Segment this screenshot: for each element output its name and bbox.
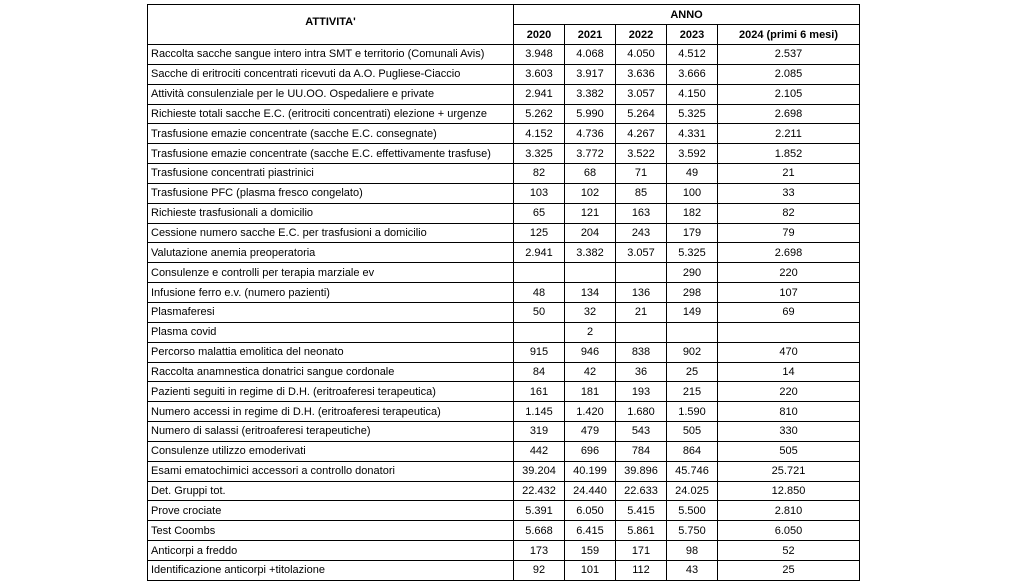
activity-label: Raccolta anamnestica donatrici sangue cordonale (148, 362, 514, 382)
value-cell: 193 (616, 382, 667, 402)
activity-label: Esami ematochimici accessori a controllo donatori (148, 461, 514, 481)
activity-label: Trasfusione emazie concentrate (sacche E.C. consegnate) (148, 124, 514, 144)
value-cell: 1.145 (514, 402, 565, 422)
table-row (148, 402, 860, 422)
value-cell: 171 (616, 541, 667, 561)
value-cell: 3.382 (565, 243, 616, 263)
value-cell: 149 (667, 302, 718, 322)
table-row (148, 144, 860, 164)
value-cell: 69 (718, 302, 860, 322)
value-cell (514, 263, 565, 283)
table-row (148, 164, 860, 184)
value-cell: 5.325 (667, 243, 718, 263)
value-cell: 442 (514, 441, 565, 461)
value-cell: 102 (565, 183, 616, 203)
activity-label: Infusione ferro e.v. (numero pazienti) (148, 283, 514, 303)
activity-label: Richieste trasfusionali a domicilio (148, 203, 514, 223)
activity-label: Richieste totali sacche E.C. (eritrociti concentrati) elezione + urgenze (148, 104, 514, 124)
activity-label: Sacche di eritrociti concentrati ricevuti da A.O. Pugliese-Ciaccio (148, 64, 514, 84)
table-row (148, 422, 860, 442)
value-cell: 4.068 (565, 45, 616, 65)
value-cell (616, 263, 667, 283)
value-cell: 22.633 (616, 481, 667, 501)
value-cell: 1.590 (667, 402, 718, 422)
value-cell: 14 (718, 362, 860, 382)
value-cell: 82 (514, 164, 565, 184)
value-cell: 182 (667, 203, 718, 223)
value-cell: 21 (718, 164, 860, 184)
value-cell: 2.698 (718, 243, 860, 263)
value-cell: 84 (514, 362, 565, 382)
value-cell: 4.736 (565, 124, 616, 144)
activity-table (147, 4, 860, 581)
value-cell: 48 (514, 283, 565, 303)
value-cell: 25.721 (718, 461, 860, 481)
value-cell: 5.500 (667, 501, 718, 521)
value-cell: 2.105 (718, 84, 860, 104)
table-row (148, 302, 860, 322)
value-cell: 3.325 (514, 144, 565, 164)
activity-label: Anticorpi a freddo (148, 541, 514, 561)
value-cell: 181 (565, 382, 616, 402)
value-cell: 3.603 (514, 64, 565, 84)
value-cell: 68 (565, 164, 616, 184)
value-cell: 2.698 (718, 104, 860, 124)
table-row (148, 45, 860, 65)
value-cell: 220 (718, 382, 860, 402)
year-header: 2023 (667, 25, 718, 45)
value-cell: 946 (565, 342, 616, 362)
activity-label: Cessione numero sacche E.C. per trasfusioni a domicilio (148, 223, 514, 243)
header-row-top (148, 5, 860, 25)
activity-label: Pazienti seguiti in regime di D.H. (eritroaferesi terapeutica) (148, 382, 514, 402)
value-cell: 505 (718, 441, 860, 461)
value-cell: 71 (616, 164, 667, 184)
value-cell: 134 (565, 283, 616, 303)
value-cell: 65 (514, 203, 565, 223)
activity-label: Test Coombs (148, 521, 514, 541)
table-body (148, 45, 860, 581)
value-cell: 5.668 (514, 521, 565, 541)
value-cell: 505 (667, 422, 718, 442)
year-header: 2024 (primi 6 mesi) (718, 25, 860, 45)
value-cell: 163 (616, 203, 667, 223)
value-cell: 810 (718, 402, 860, 422)
activity-label: Numero accessi in regime di D.H. (eritroaferesi terapeutica) (148, 402, 514, 422)
value-cell: 4.152 (514, 124, 565, 144)
table-row (148, 461, 860, 481)
value-cell: 3.636 (616, 64, 667, 84)
value-cell: 98 (667, 541, 718, 561)
value-cell: 12.850 (718, 481, 860, 501)
value-cell: 2.537 (718, 45, 860, 65)
activity-label: Det. Gruppi tot. (148, 481, 514, 501)
value-cell: 2.810 (718, 501, 860, 521)
value-cell: 21 (616, 302, 667, 322)
value-cell: 125 (514, 223, 565, 243)
value-cell: 1.680 (616, 402, 667, 422)
value-cell: 5.415 (616, 501, 667, 521)
value-cell: 215 (667, 382, 718, 402)
value-cell: 2.085 (718, 64, 860, 84)
value-cell: 3.772 (565, 144, 616, 164)
value-cell: 3.948 (514, 45, 565, 65)
activity-label: Trasfusione concentrati piastrinici (148, 164, 514, 184)
table-row (148, 382, 860, 402)
value-cell (514, 322, 565, 342)
value-cell: 40.199 (565, 461, 616, 481)
activity-label: Identificazione anticorpi +titolazione (148, 560, 514, 580)
activity-label: Valutazione anemia preoperatoria (148, 243, 514, 263)
value-cell: 915 (514, 342, 565, 362)
value-cell: 3.592 (667, 144, 718, 164)
year-header: 2020 (514, 25, 565, 45)
activity-label: Plasma covid (148, 322, 514, 342)
value-cell: 121 (565, 203, 616, 223)
value-cell: 50 (514, 302, 565, 322)
table-row (148, 64, 860, 84)
value-cell: 3.917 (565, 64, 616, 84)
activity-label: Percorso malattia emolitica del neonato (148, 342, 514, 362)
value-cell: 24.440 (565, 481, 616, 501)
table-row (148, 283, 860, 303)
value-cell: 5.325 (667, 104, 718, 124)
value-cell (667, 322, 718, 342)
value-cell: 25 (718, 560, 860, 580)
value-cell: 4.267 (616, 124, 667, 144)
value-cell: 79 (718, 223, 860, 243)
value-cell: 101 (565, 560, 616, 580)
value-cell: 49 (667, 164, 718, 184)
activity-label: Prove crociate (148, 501, 514, 521)
value-cell: 2.211 (718, 124, 860, 144)
activity-label: Attività consulenziale per le UU.OO. Ospedaliere e private (148, 84, 514, 104)
value-cell: 220 (718, 263, 860, 283)
value-cell: 6.050 (565, 501, 616, 521)
table-row (148, 541, 860, 561)
value-cell (718, 322, 860, 342)
value-cell: 838 (616, 342, 667, 362)
value-cell: 39.896 (616, 461, 667, 481)
value-cell: 4.512 (667, 45, 718, 65)
value-cell: 5.391 (514, 501, 565, 521)
activity-label: Plasmaferesi (148, 302, 514, 322)
value-cell: 543 (616, 422, 667, 442)
table-row (148, 183, 860, 203)
value-cell: 45.746 (667, 461, 718, 481)
value-cell: 5.262 (514, 104, 565, 124)
value-cell: 3.666 (667, 64, 718, 84)
table-row (148, 362, 860, 382)
table-row (148, 223, 860, 243)
value-cell: 298 (667, 283, 718, 303)
value-cell: 100 (667, 183, 718, 203)
value-cell: 52 (718, 541, 860, 561)
year-header: 2022 (616, 25, 667, 45)
table-row (148, 481, 860, 501)
value-cell: 784 (616, 441, 667, 461)
table-row (148, 521, 860, 541)
value-cell: 290 (667, 263, 718, 283)
table-row (148, 263, 860, 283)
year-group-header: ANNO (514, 5, 860, 25)
table-row (148, 124, 860, 144)
value-cell: 696 (565, 441, 616, 461)
table-row (148, 104, 860, 124)
value-cell: 85 (616, 183, 667, 203)
value-cell: 112 (616, 560, 667, 580)
table-row (148, 501, 860, 521)
value-cell: 159 (565, 541, 616, 561)
table-row (148, 203, 860, 223)
value-cell: 43 (667, 560, 718, 580)
activity-column-header: ATTIVITA' (148, 5, 514, 45)
value-cell: 5.990 (565, 104, 616, 124)
value-cell: 3.382 (565, 84, 616, 104)
value-cell (616, 322, 667, 342)
activity-label: Consulenze utilizzo emoderivati (148, 441, 514, 461)
activity-label: Raccolta sacche sangue intero intra SMT e territorio (Comunali Avis) (148, 45, 514, 65)
value-cell: 42 (565, 362, 616, 382)
year-header: 2021 (565, 25, 616, 45)
value-cell: 103 (514, 183, 565, 203)
value-cell: 39.204 (514, 461, 565, 481)
value-cell: 479 (565, 422, 616, 442)
activity-label: Trasfusione PFC (plasma fresco congelato) (148, 183, 514, 203)
value-cell: 243 (616, 223, 667, 243)
value-cell: 36 (616, 362, 667, 382)
value-cell: 2.941 (514, 243, 565, 263)
value-cell: 179 (667, 223, 718, 243)
value-cell: 92 (514, 560, 565, 580)
value-cell: 5.264 (616, 104, 667, 124)
activity-label: Trasfusione emazie concentrate (sacche E.C. effettivamente trasfuse) (148, 144, 514, 164)
value-cell: 4.050 (616, 45, 667, 65)
activity-label: Consulenze e controlli per terapia marziale ev (148, 263, 514, 283)
table-row (148, 322, 860, 342)
table-row (148, 441, 860, 461)
value-cell: 25 (667, 362, 718, 382)
value-cell: 2 (565, 322, 616, 342)
value-cell: 33 (718, 183, 860, 203)
table-row (148, 560, 860, 580)
value-cell: 204 (565, 223, 616, 243)
value-cell: 319 (514, 422, 565, 442)
value-cell: 330 (718, 422, 860, 442)
value-cell: 1.852 (718, 144, 860, 164)
table-row (148, 84, 860, 104)
value-cell: 136 (616, 283, 667, 303)
value-cell: 1.420 (565, 402, 616, 422)
value-cell: 173 (514, 541, 565, 561)
value-cell: 470 (718, 342, 860, 362)
value-cell: 24.025 (667, 481, 718, 501)
value-cell: 5.750 (667, 521, 718, 541)
value-cell: 4.150 (667, 84, 718, 104)
value-cell: 161 (514, 382, 565, 402)
table-row (148, 243, 860, 263)
value-cell: 4.331 (667, 124, 718, 144)
value-cell: 3.057 (616, 243, 667, 263)
value-cell: 864 (667, 441, 718, 461)
value-cell: 5.861 (616, 521, 667, 541)
value-cell: 3.057 (616, 84, 667, 104)
value-cell (565, 263, 616, 283)
activity-label: Numero di salassi (eritroaferesi terapeutiche) (148, 422, 514, 442)
value-cell: 107 (718, 283, 860, 303)
value-cell: 6.415 (565, 521, 616, 541)
value-cell: 22.432 (514, 481, 565, 501)
value-cell: 6.050 (718, 521, 860, 541)
value-cell: 82 (718, 203, 860, 223)
table-row (148, 342, 860, 362)
value-cell: 32 (565, 302, 616, 322)
value-cell: 3.522 (616, 144, 667, 164)
value-cell: 902 (667, 342, 718, 362)
value-cell: 2.941 (514, 84, 565, 104)
